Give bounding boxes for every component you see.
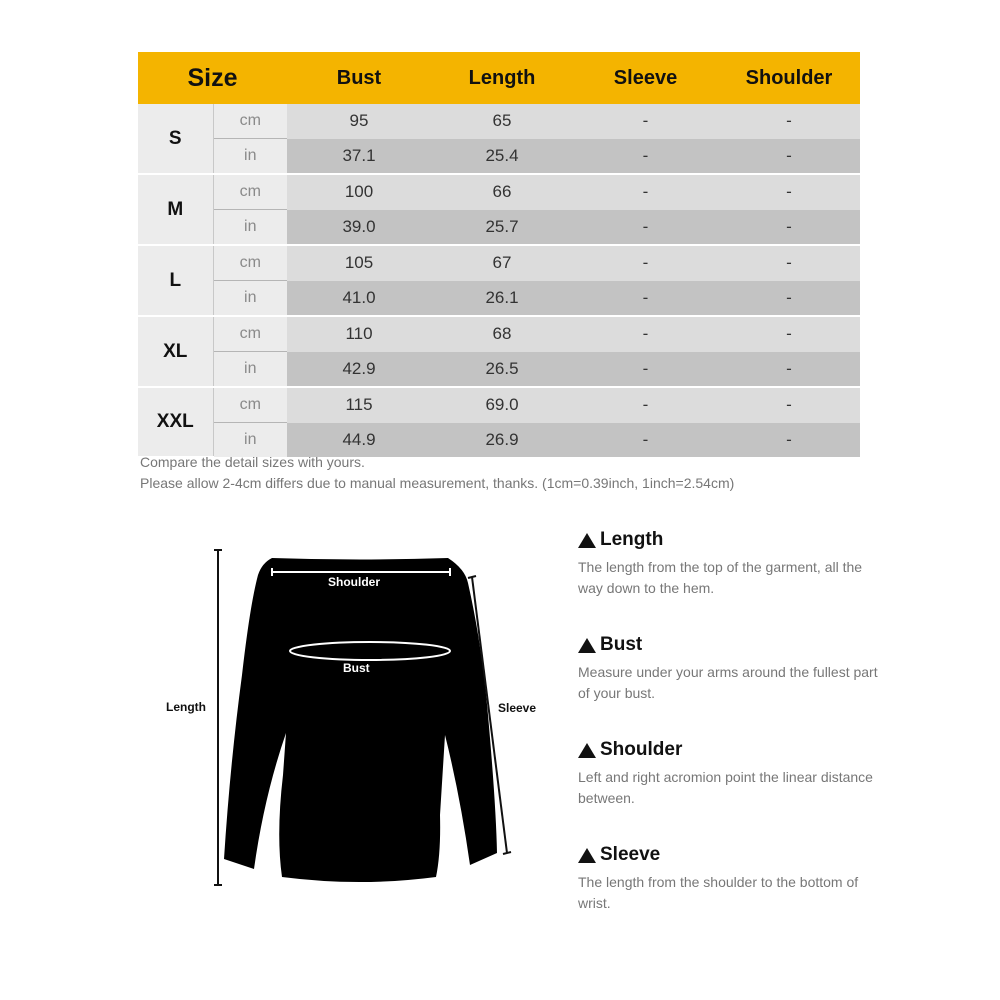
shoulder-value: - <box>718 316 860 352</box>
table-row <box>138 104 860 139</box>
length-value: 68 <box>431 316 573 352</box>
bust-value: 37.1 <box>287 139 431 175</box>
length-value: 69.0 <box>431 387 573 423</box>
sleeve-value: - <box>573 352 718 388</box>
bust-value: 39.0 <box>287 210 431 246</box>
bust-value: 105 <box>287 245 431 281</box>
shoulder-value: - <box>718 281 860 317</box>
header-size: Size <box>138 52 287 104</box>
sleeve-value: - <box>573 104 718 139</box>
table-row <box>138 316 860 352</box>
length-label: Length <box>166 700 206 714</box>
definition-title: Length <box>600 529 664 550</box>
table-row <box>138 210 860 246</box>
garment-illustration <box>160 535 560 895</box>
unit-label: in <box>213 139 287 175</box>
definition-text: The length from the top of the garment, all the way down to the hem. <box>578 559 863 596</box>
sleeve-value: - <box>573 174 718 210</box>
definition-text: The length from the shoulder to the bottom of wrist. <box>578 874 859 911</box>
unit-label: cm <box>213 174 287 210</box>
unit-label: cm <box>213 316 287 352</box>
bust-value: 95 <box>287 104 431 139</box>
size-label: XL <box>138 316 213 387</box>
length-value: 65 <box>431 104 573 139</box>
definition-shoulder <box>578 737 878 842</box>
note-line-compare: Compare the detail sizes with yours. <box>140 454 365 470</box>
unit-label: in <box>213 352 287 388</box>
unit-label: in <box>213 210 287 246</box>
unit-label: in <box>213 423 287 458</box>
measurement-definitions <box>578 527 878 947</box>
length-value: 26.9 <box>431 423 573 458</box>
garment-diagram <box>160 535 560 895</box>
sleeve-value: - <box>573 281 718 317</box>
size-table <box>138 52 860 458</box>
sleeve-value: - <box>573 210 718 246</box>
bust-value: 44.9 <box>287 423 431 458</box>
bust-value: 100 <box>287 174 431 210</box>
definition-bust <box>578 632 878 737</box>
bust-label: Bust <box>343 661 370 675</box>
shoulder-label: Shoulder <box>328 575 381 589</box>
shoulder-value: - <box>718 139 860 175</box>
header-bust: Bust <box>287 52 431 104</box>
unit-label: cm <box>213 387 287 423</box>
length-value: 26.5 <box>431 352 573 388</box>
shoulder-value: - <box>718 104 860 139</box>
definition-text: Left and right acromion point the linear distance between. <box>578 769 873 806</box>
table-row <box>138 174 860 210</box>
size-label: S <box>138 104 213 174</box>
definition-length <box>578 527 878 632</box>
sweater-icon <box>224 558 497 882</box>
sleeve-label: Sleeve <box>498 701 537 715</box>
bust-value: 110 <box>287 316 431 352</box>
definition-title: Bust <box>600 634 643 655</box>
size-label: L <box>138 245 213 316</box>
header-length: Length <box>431 52 573 104</box>
measurement-notes <box>140 452 734 494</box>
table-row <box>138 281 860 317</box>
definition-sleeve <box>578 842 878 947</box>
unit-label: in <box>213 281 287 317</box>
unit-label: cm <box>213 104 287 139</box>
triangle-icon <box>578 743 596 758</box>
header-sleeve: Sleeve <box>573 52 718 104</box>
table-header-row <box>138 52 860 104</box>
table-row <box>138 245 860 281</box>
sleeve-value: - <box>573 423 718 458</box>
sleeve-value: - <box>573 316 718 352</box>
triangle-icon <box>578 533 596 548</box>
note-line-allowance: Please allow 2-4cm differs due to manual measurement, thanks. (1cm=0.39inch, 1inch=2.54cm) <box>140 475 735 491</box>
bust-value: 115 <box>287 387 431 423</box>
length-value: 25.4 <box>431 139 573 175</box>
definition-text: Measure under your arms around the fullest part of your bust. <box>578 664 878 701</box>
table-row <box>138 352 860 388</box>
shoulder-value: - <box>718 174 860 210</box>
size-label: M <box>138 174 213 245</box>
bust-value: 42.9 <box>287 352 431 388</box>
table-row <box>138 139 860 175</box>
unit-label: cm <box>213 245 287 281</box>
length-measure-line <box>214 550 222 885</box>
length-value: 26.1 <box>431 281 573 317</box>
shoulder-value: - <box>718 387 860 423</box>
size-label: XXL <box>138 387 213 457</box>
length-value: 67 <box>431 245 573 281</box>
triangle-icon <box>578 638 596 653</box>
shoulder-value: - <box>718 210 860 246</box>
header-shoulder: Shoulder <box>718 52 860 104</box>
table-row <box>138 387 860 423</box>
triangle-icon <box>578 848 596 863</box>
sleeve-value: - <box>573 245 718 281</box>
shoulder-value: - <box>718 352 860 388</box>
length-value: 66 <box>431 174 573 210</box>
length-value: 25.7 <box>431 210 573 246</box>
bust-value: 41.0 <box>287 281 431 317</box>
sleeve-value: - <box>573 139 718 175</box>
shoulder-value: - <box>718 423 860 458</box>
definition-title: Sleeve <box>600 844 661 865</box>
definition-title: Shoulder <box>600 739 683 760</box>
shoulder-value: - <box>718 245 860 281</box>
sleeve-value: - <box>573 387 718 423</box>
